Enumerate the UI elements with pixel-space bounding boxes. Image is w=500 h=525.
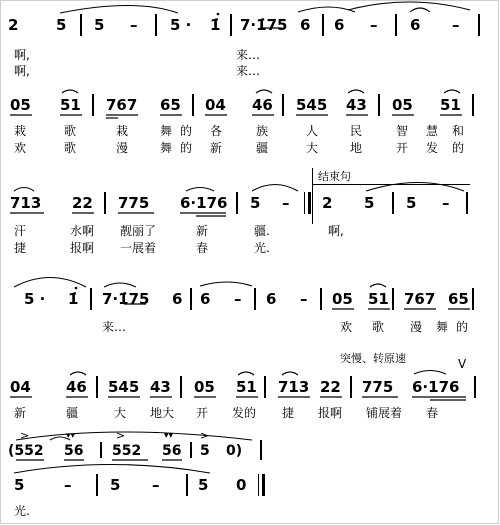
breath-mark: V bbox=[458, 357, 467, 371]
lyric: 漫 bbox=[116, 141, 129, 155]
barline bbox=[392, 288, 394, 310]
barline bbox=[472, 94, 474, 116]
note: 22 bbox=[72, 194, 93, 212]
note: 05 bbox=[194, 378, 215, 396]
lyric: 新 bbox=[14, 406, 27, 420]
note: 6·176 bbox=[412, 378, 460, 396]
lyric: 一展着 bbox=[120, 241, 157, 255]
barline bbox=[92, 94, 94, 116]
lyric: 开 bbox=[196, 406, 209, 420]
barline bbox=[392, 192, 394, 214]
lyric: 地 bbox=[350, 141, 363, 155]
note: 5 bbox=[14, 476, 25, 494]
note: 775 bbox=[118, 194, 150, 212]
lyric: 民 bbox=[350, 124, 363, 138]
barline bbox=[264, 376, 266, 398]
note: 2 bbox=[8, 16, 19, 34]
note: 22 bbox=[320, 378, 341, 396]
note: 0) bbox=[226, 443, 243, 459]
barline bbox=[236, 192, 238, 214]
lyric: 舞 bbox=[436, 320, 449, 334]
lyric: 铺展着 bbox=[366, 406, 403, 420]
note: 46 bbox=[252, 96, 273, 114]
lyric: 啊, bbox=[14, 48, 30, 62]
lyric: 靓丽了 bbox=[120, 224, 157, 238]
barline bbox=[186, 474, 188, 496]
note: 04 bbox=[10, 378, 31, 396]
note: 545 bbox=[296, 96, 328, 114]
lyric: 光. bbox=[254, 241, 270, 255]
note: 04 bbox=[205, 96, 226, 114]
lyric: 人 bbox=[306, 124, 319, 138]
lyric: 大 bbox=[114, 406, 127, 420]
lyric: 歌 bbox=[64, 124, 77, 138]
note: – bbox=[234, 290, 242, 308]
lyric: 的 bbox=[452, 141, 465, 155]
lyric: 漫 bbox=[410, 320, 423, 334]
lyric: 光. bbox=[14, 504, 30, 518]
lyric: 地大 bbox=[150, 406, 175, 420]
lyric: 春 bbox=[426, 406, 439, 420]
lyric: 水啊 bbox=[70, 224, 95, 238]
lyric: 的 bbox=[456, 320, 469, 334]
note: 767 bbox=[106, 96, 138, 114]
note: 5 bbox=[250, 194, 261, 212]
note: 43 bbox=[150, 378, 171, 396]
barline bbox=[472, 288, 474, 310]
final-barline bbox=[258, 474, 265, 496]
barline bbox=[466, 192, 468, 214]
tempo-mark: 突慢、转原速 bbox=[340, 352, 406, 365]
barline bbox=[190, 442, 192, 458]
lyric: 报啊 bbox=[318, 406, 343, 420]
note: 51 bbox=[60, 96, 81, 114]
barline bbox=[260, 440, 262, 460]
note: 46 bbox=[66, 378, 87, 396]
lyric: 歌 bbox=[64, 141, 77, 155]
lyric: 舞 bbox=[160, 124, 173, 138]
note: 7·1̇75 bbox=[102, 290, 150, 308]
note: 767 bbox=[404, 290, 436, 308]
double-barline bbox=[304, 192, 311, 214]
note: 51 bbox=[368, 290, 389, 308]
lyric: 发 bbox=[426, 141, 439, 155]
barline bbox=[190, 288, 192, 310]
note: 713 bbox=[10, 194, 42, 212]
barline bbox=[96, 376, 98, 398]
barline bbox=[230, 14, 232, 36]
barline bbox=[100, 442, 102, 458]
note: – bbox=[442, 194, 450, 212]
note: – bbox=[300, 290, 308, 308]
note: 5 · bbox=[24, 290, 46, 308]
barline bbox=[395, 14, 397, 36]
note: 65 bbox=[160, 96, 181, 114]
barline bbox=[474, 376, 476, 398]
note: 5 bbox=[198, 476, 209, 494]
barline bbox=[282, 94, 284, 116]
note: 51 bbox=[440, 96, 461, 114]
note: – bbox=[282, 194, 290, 212]
note: 775 bbox=[362, 378, 394, 396]
barline bbox=[254, 288, 256, 310]
accent-mark: > bbox=[116, 429, 126, 442]
note: (552 bbox=[8, 443, 44, 459]
lyric: 慧 bbox=[426, 124, 439, 138]
note: 6 bbox=[334, 16, 345, 34]
barline bbox=[192, 94, 194, 116]
note: 1̇ bbox=[68, 290, 79, 308]
lyric: 的 bbox=[180, 124, 193, 138]
note: 05 bbox=[332, 290, 353, 308]
note: 6 bbox=[172, 290, 183, 308]
barline bbox=[80, 14, 82, 36]
lyric: 大 bbox=[306, 141, 319, 155]
note: 2 bbox=[322, 194, 333, 212]
note: 51 bbox=[236, 378, 257, 396]
lyric: 族 bbox=[256, 124, 269, 138]
note: 5 bbox=[406, 194, 417, 212]
note: 0 bbox=[236, 476, 247, 494]
lyric: 来… bbox=[236, 48, 261, 62]
note: 05 bbox=[392, 96, 413, 114]
barline bbox=[350, 376, 352, 398]
lyric: 新 bbox=[196, 224, 209, 238]
note: 5 bbox=[364, 194, 375, 212]
barline bbox=[322, 14, 324, 36]
note: 7·1̇75 bbox=[240, 16, 288, 34]
section-bracket bbox=[312, 184, 470, 185]
barline bbox=[90, 288, 92, 310]
note: 5 bbox=[200, 443, 210, 459]
lyric: 智 bbox=[396, 124, 409, 138]
lyric: 欢 bbox=[14, 141, 27, 155]
lyric: 啊, bbox=[14, 64, 30, 78]
barline bbox=[180, 376, 182, 398]
lyric: 春 bbox=[196, 241, 209, 255]
note: 05 bbox=[10, 96, 31, 114]
note: 56 bbox=[64, 443, 84, 459]
note: – bbox=[130, 16, 138, 34]
lyric: 啊, bbox=[328, 224, 344, 238]
note: 65 bbox=[448, 290, 469, 308]
barline bbox=[96, 474, 98, 496]
note: 5 bbox=[110, 476, 121, 494]
barline bbox=[155, 14, 157, 36]
note: 56 bbox=[162, 443, 182, 459]
lyric: 来… bbox=[236, 64, 261, 78]
note: 6 bbox=[300, 16, 311, 34]
note: 713 bbox=[278, 378, 310, 396]
lyric: 欢 bbox=[340, 320, 353, 334]
note: 43 bbox=[346, 96, 367, 114]
accent-mark: > bbox=[200, 429, 210, 442]
lyric: 舞 bbox=[160, 141, 173, 155]
lyric: 疆. bbox=[254, 224, 270, 238]
lyric: 捷 bbox=[14, 241, 27, 255]
section-label: 结束句 bbox=[318, 170, 351, 183]
note: – bbox=[64, 476, 72, 494]
lyric: 歌 bbox=[372, 320, 385, 334]
lyric: 发的 bbox=[232, 406, 257, 420]
note: 6·176 bbox=[180, 194, 228, 212]
note: 1̇ bbox=[210, 16, 221, 34]
note: – bbox=[152, 476, 160, 494]
section-bracket bbox=[312, 168, 313, 224]
lyric: 疆 bbox=[66, 406, 79, 420]
barline bbox=[378, 94, 380, 116]
note: – bbox=[370, 16, 378, 34]
note: 545 bbox=[108, 378, 140, 396]
lyric: 栽 bbox=[116, 124, 129, 138]
lyric: 捷 bbox=[282, 406, 295, 420]
note: – bbox=[452, 16, 460, 34]
lyric: 栽 bbox=[14, 124, 27, 138]
lyric: 汗 bbox=[14, 224, 27, 238]
lyric: 开 bbox=[396, 141, 409, 155]
note: 5 bbox=[94, 16, 105, 34]
note: 6 bbox=[266, 290, 277, 308]
barline bbox=[478, 14, 480, 36]
barline bbox=[104, 192, 106, 214]
lyric: 和 bbox=[452, 124, 465, 138]
barline bbox=[320, 288, 322, 310]
staccato-mark: ▾▾ bbox=[164, 431, 174, 441]
lyric: 报啊 bbox=[70, 241, 95, 255]
note: 5 · bbox=[170, 16, 192, 34]
staccato-mark: ▾▾ bbox=[66, 431, 76, 441]
lyric: 疆 bbox=[256, 141, 269, 155]
lyric: 新 bbox=[210, 141, 223, 155]
lyric: 的 bbox=[180, 141, 193, 155]
accent-mark: > bbox=[20, 429, 30, 442]
note: 5 bbox=[56, 16, 67, 34]
lyric: 来… bbox=[102, 320, 127, 334]
note: 552 bbox=[112, 443, 142, 459]
lyric: 各 bbox=[210, 124, 223, 138]
note: 6 bbox=[410, 16, 421, 34]
note: 6 bbox=[200, 290, 211, 308]
